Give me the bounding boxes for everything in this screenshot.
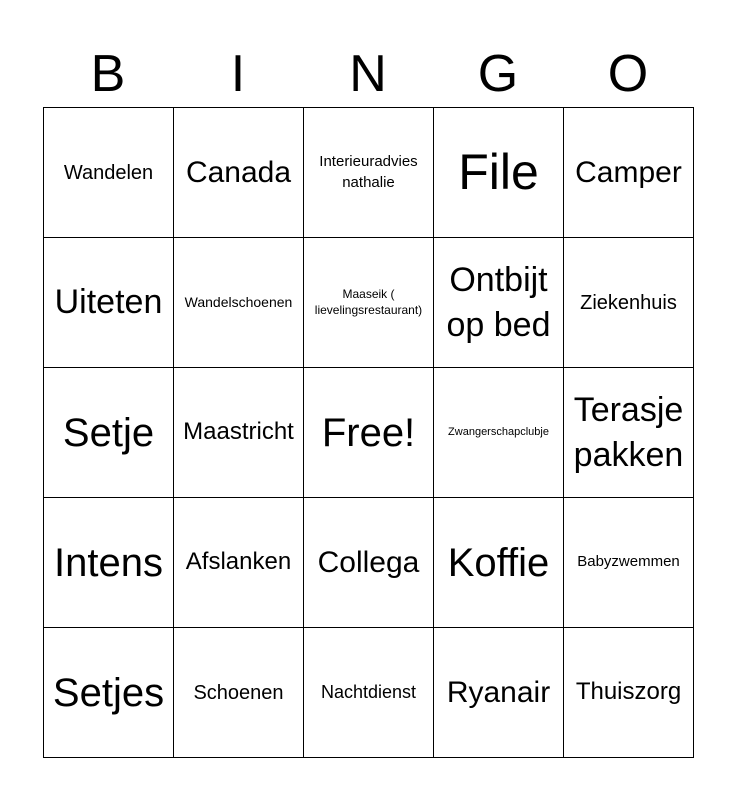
bingo-cell[interactable]: Collega (304, 498, 434, 628)
header-letter-g: G (477, 45, 519, 103)
bingo-cell[interactable]: Afslanken (174, 498, 304, 628)
bingo-cell[interactable]: Camper (564, 108, 694, 238)
bingo-cell[interactable]: Canada (174, 108, 304, 238)
bingo-cell[interactable]: Schoenen (174, 628, 304, 758)
header-letter-n: N (349, 45, 387, 103)
bingo-cell[interactable]: Wandelen (44, 108, 174, 238)
bingo-cell[interactable]: Interieuradvies nathalie (304, 108, 434, 238)
bingo-cell[interactable]: Uiteten (44, 238, 174, 368)
bingo-cell[interactable]: Setjes (44, 628, 174, 758)
bingo-cell[interactable]: Terasje pakken (564, 368, 694, 498)
bingo-cell[interactable]: File (434, 108, 564, 238)
header-letter-i: I (230, 45, 246, 103)
bingo-header (43, 40, 693, 108)
bingo-cell[interactable]: Maaseik ( lievelingsrestaurant) (304, 238, 434, 368)
free-space-cell[interactable]: Free! (304, 368, 434, 498)
header-letter-o: O (607, 45, 649, 103)
bingo-cell[interactable]: Thuiszorg (564, 628, 694, 758)
bingo-cell[interactable]: Intens (44, 498, 174, 628)
bingo-cell[interactable]: Koffie (434, 498, 564, 628)
bingo-cell[interactable]: Maastricht (174, 368, 304, 498)
bingo-board (43, 107, 694, 758)
header-letter-b: B (90, 45, 126, 103)
bingo-cell[interactable]: Setje (44, 368, 174, 498)
bingo-cell[interactable]: Ryanair (434, 628, 564, 758)
bingo-cell[interactable]: Ziekenhuis (564, 238, 694, 368)
bingo-cell[interactable]: Zwangerschapclubje (434, 368, 564, 498)
bingo-cell[interactable]: Nachtdienst (304, 628, 434, 758)
bingo-cell[interactable]: Ontbijt op bed (434, 238, 564, 368)
bingo-cell[interactable]: Babyzwemmen (564, 498, 694, 628)
bingo-cell[interactable]: Wandelschoenen (174, 238, 304, 368)
